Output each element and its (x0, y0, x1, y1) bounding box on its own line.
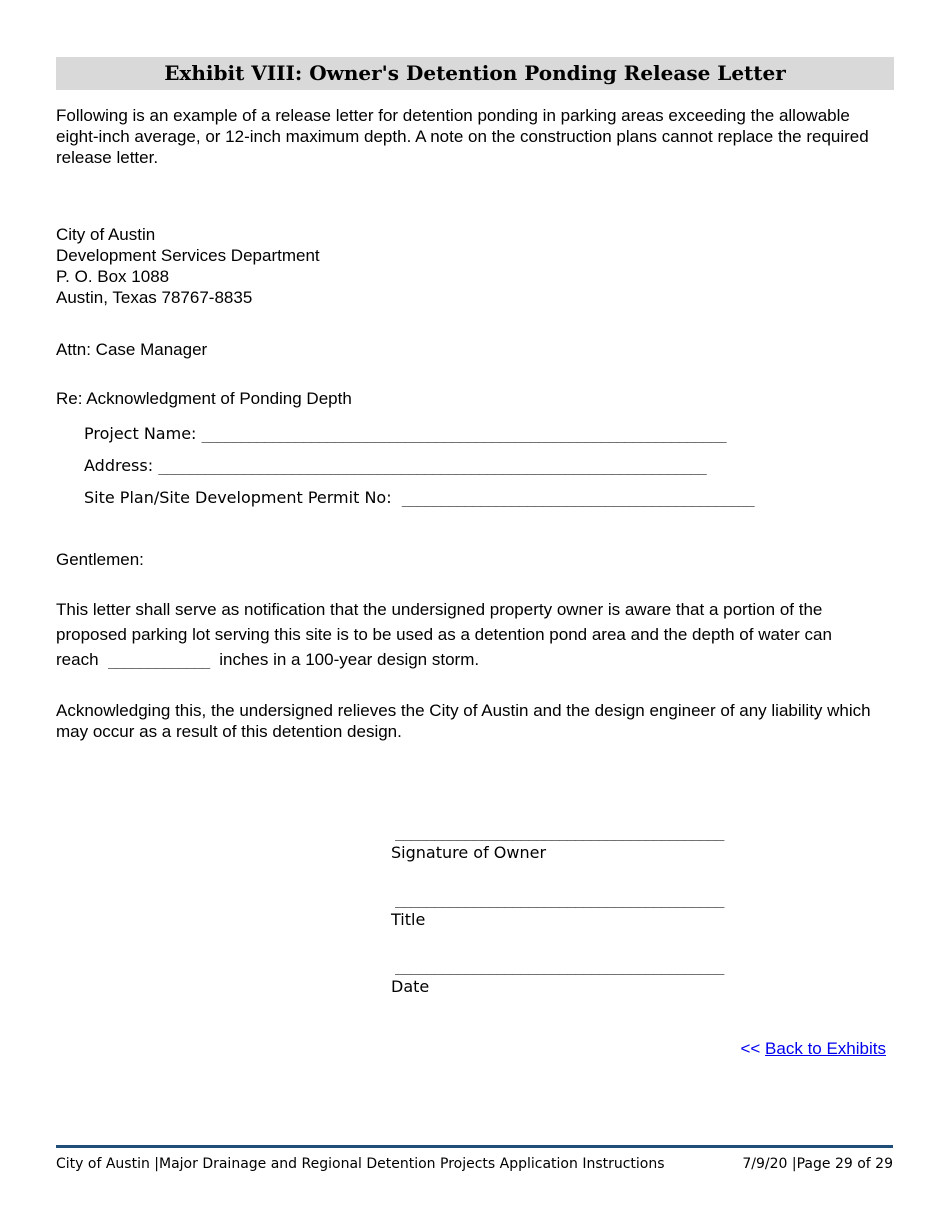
title-signature-label: Title (391, 910, 426, 929)
footer-divider (56, 1145, 893, 1148)
notification-paragraph (56, 597, 896, 674)
back-prefix: << (740, 1039, 761, 1058)
owner-signature-line[interactable]: __________________________________________ (395, 825, 724, 841)
acknowledgment-paragraph: Acknowledging this, the undersigned relieves the City of Austin and the design engineer of any liability which may occur as a result of this detention design. (56, 701, 871, 741)
back-to-exhibits-link[interactable]: Back to Exhibits (765, 1039, 886, 1058)
owner-signature-label: Signature of Owner (391, 843, 547, 862)
footer-left-text: City of Austin |Major Drainage and Regional Detention Projects Application Instructions (56, 1156, 665, 1172)
footer-page-number: 7/9/20 |Page 29 of 29 (742, 1156, 893, 1172)
date-signature-label: Date (391, 977, 430, 996)
address-line-3: P. O. Box 1088 (56, 267, 170, 286)
project-name-blank[interactable]: ___________________________________________________________________ (201, 427, 727, 443)
permit-field (84, 488, 754, 509)
permit-blank[interactable]: _____________________________________________ (401, 491, 755, 507)
project-name-label: Project Name: (84, 424, 197, 443)
page-title: Exhibit VIII: Owner's Detention Ponding Release Letter (164, 61, 786, 85)
address-line-2: Development Services Department (56, 246, 320, 265)
address-field (84, 456, 706, 477)
re-line: Re: Acknowledgment of Ponding Depth (56, 389, 352, 408)
permit-label: Site Plan/Site Development Permit No: (84, 488, 392, 507)
depth-blank[interactable]: _____________ (107, 653, 210, 669)
title-signature-block (391, 892, 841, 930)
body1-after: inches in a 100-year design storm. (219, 650, 480, 669)
owner-signature-block (391, 825, 841, 863)
address-label: Address: (84, 456, 154, 475)
recipient-address (56, 224, 320, 308)
date-signature-line[interactable]: __________________________________________ (395, 959, 724, 975)
address-line-4: Austin, Texas 78767-8835 (56, 288, 253, 307)
project-name-field (84, 424, 726, 445)
body1-before: This letter shall serve as notification that the undersigned property owner is aware that a portion of the proposed parking lot serving this site is to be used as a detention pond area and the depth of water can reach (56, 600, 832, 669)
date-signature-block (391, 959, 841, 997)
address-line-1: City of Austin (56, 225, 156, 244)
attn-line: Attn: Case Manager (56, 340, 208, 359)
intro-paragraph: Following is an example of a release letter for detention ponding in parking areas exceeding the allowable eight-inch average, or 12-inch maximum depth. A note on the construction plans cannot replace the required release letter. (56, 106, 869, 167)
title-signature-line[interactable]: __________________________________________ (395, 892, 724, 908)
address-blank[interactable]: ______________________________________________________________________ (158, 459, 707, 475)
greeting: Gentlemen: (56, 550, 144, 569)
back-navigation (740, 1039, 886, 1059)
